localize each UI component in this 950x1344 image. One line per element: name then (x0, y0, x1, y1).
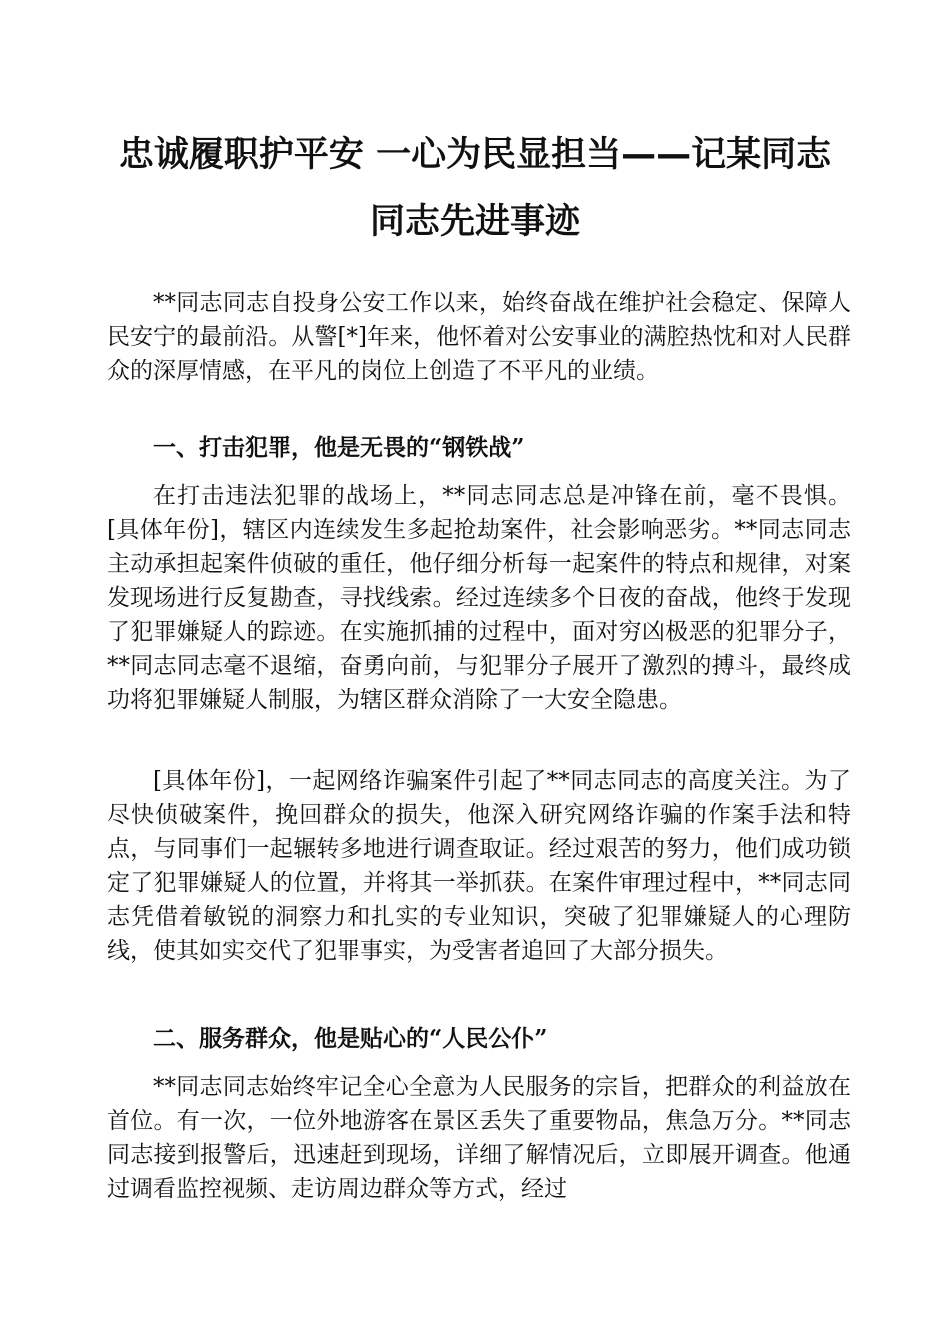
section-1-paragraph-2: [具体年份]，一起网络诈骗案件引起了**同志同志的高度关注。为了尽快侦破案件，挽回群众的损失，他深入研究网络诈骗的作案手法和特点，与同事们一起辗转多地进行调查取证。经过艰苦的努力，他们成功锁定了犯罪嫌疑人的位置，并将其一举抓获。在案件审理过程中，**同志同志凭借着敏锐的洞察力和扎实的专业知识，突破了犯罪嫌疑人的心理防线，使其如实交代了犯罪事实，为受害者追回了大部分损失。 (107, 768, 851, 964)
section-2-paragraph-1: **同志同志始终牢记全心全意为人民服务的宗旨，把群众的利益放在首位。有一次，一位外地游客在景区丢失了重要物品，焦急万分。**同志同志接到报警后，迅速赶到现场，详细了解情况后，立即展开调查。他通过调看监控视频、走访周边群众等方式，经过 (107, 1074, 851, 1202)
section-1-paragraph-1: 在打击违法犯罪的战场上，**同志同志总是冲锋在前，毫不畏惧。[具体年份]，辖区内连续发生多起抢劫案件，社会影响恶劣。**同志同志主动承担起案件侦破的重任，他仔细分析每一起案件的特点和规律，对案发现场进行反复勘查，寻找线索。经过连续多个日夜的奋战，他终于发现了犯罪嫌疑人的踪迹。在实施抓捕的过程中，面对穷凶极恶的犯罪分子，**同志同志毫不退缩，奋勇向前，与犯罪分子展开了激烈的搏斗，最终成功将犯罪嫌疑人制服，为辖区群众消除了一大安全隐患。 (107, 483, 851, 713)
document-title-line-1: 忠诚履职护平安 一心为民显担当——记某同志 (118, 135, 832, 175)
document-title-line-2: 同志先进事迹 (369, 202, 580, 242)
section-heading-2: 二、服务群众，他是贴心的“人民公仆” (153, 1025, 548, 1052)
section-heading-1: 一、打击犯罪，他是无畏的“钢铁战” (153, 434, 525, 461)
intro-paragraph: **同志同志自投身公安工作以来，始终奋战在维护社会稳定、保障人民安宁的最前沿。从警[*]年来，他怀着对公安事业的满腔热忱和对人民群众的深厚情感，在平凡的岗位上创造了不平凡的业绩。 (107, 290, 851, 384)
